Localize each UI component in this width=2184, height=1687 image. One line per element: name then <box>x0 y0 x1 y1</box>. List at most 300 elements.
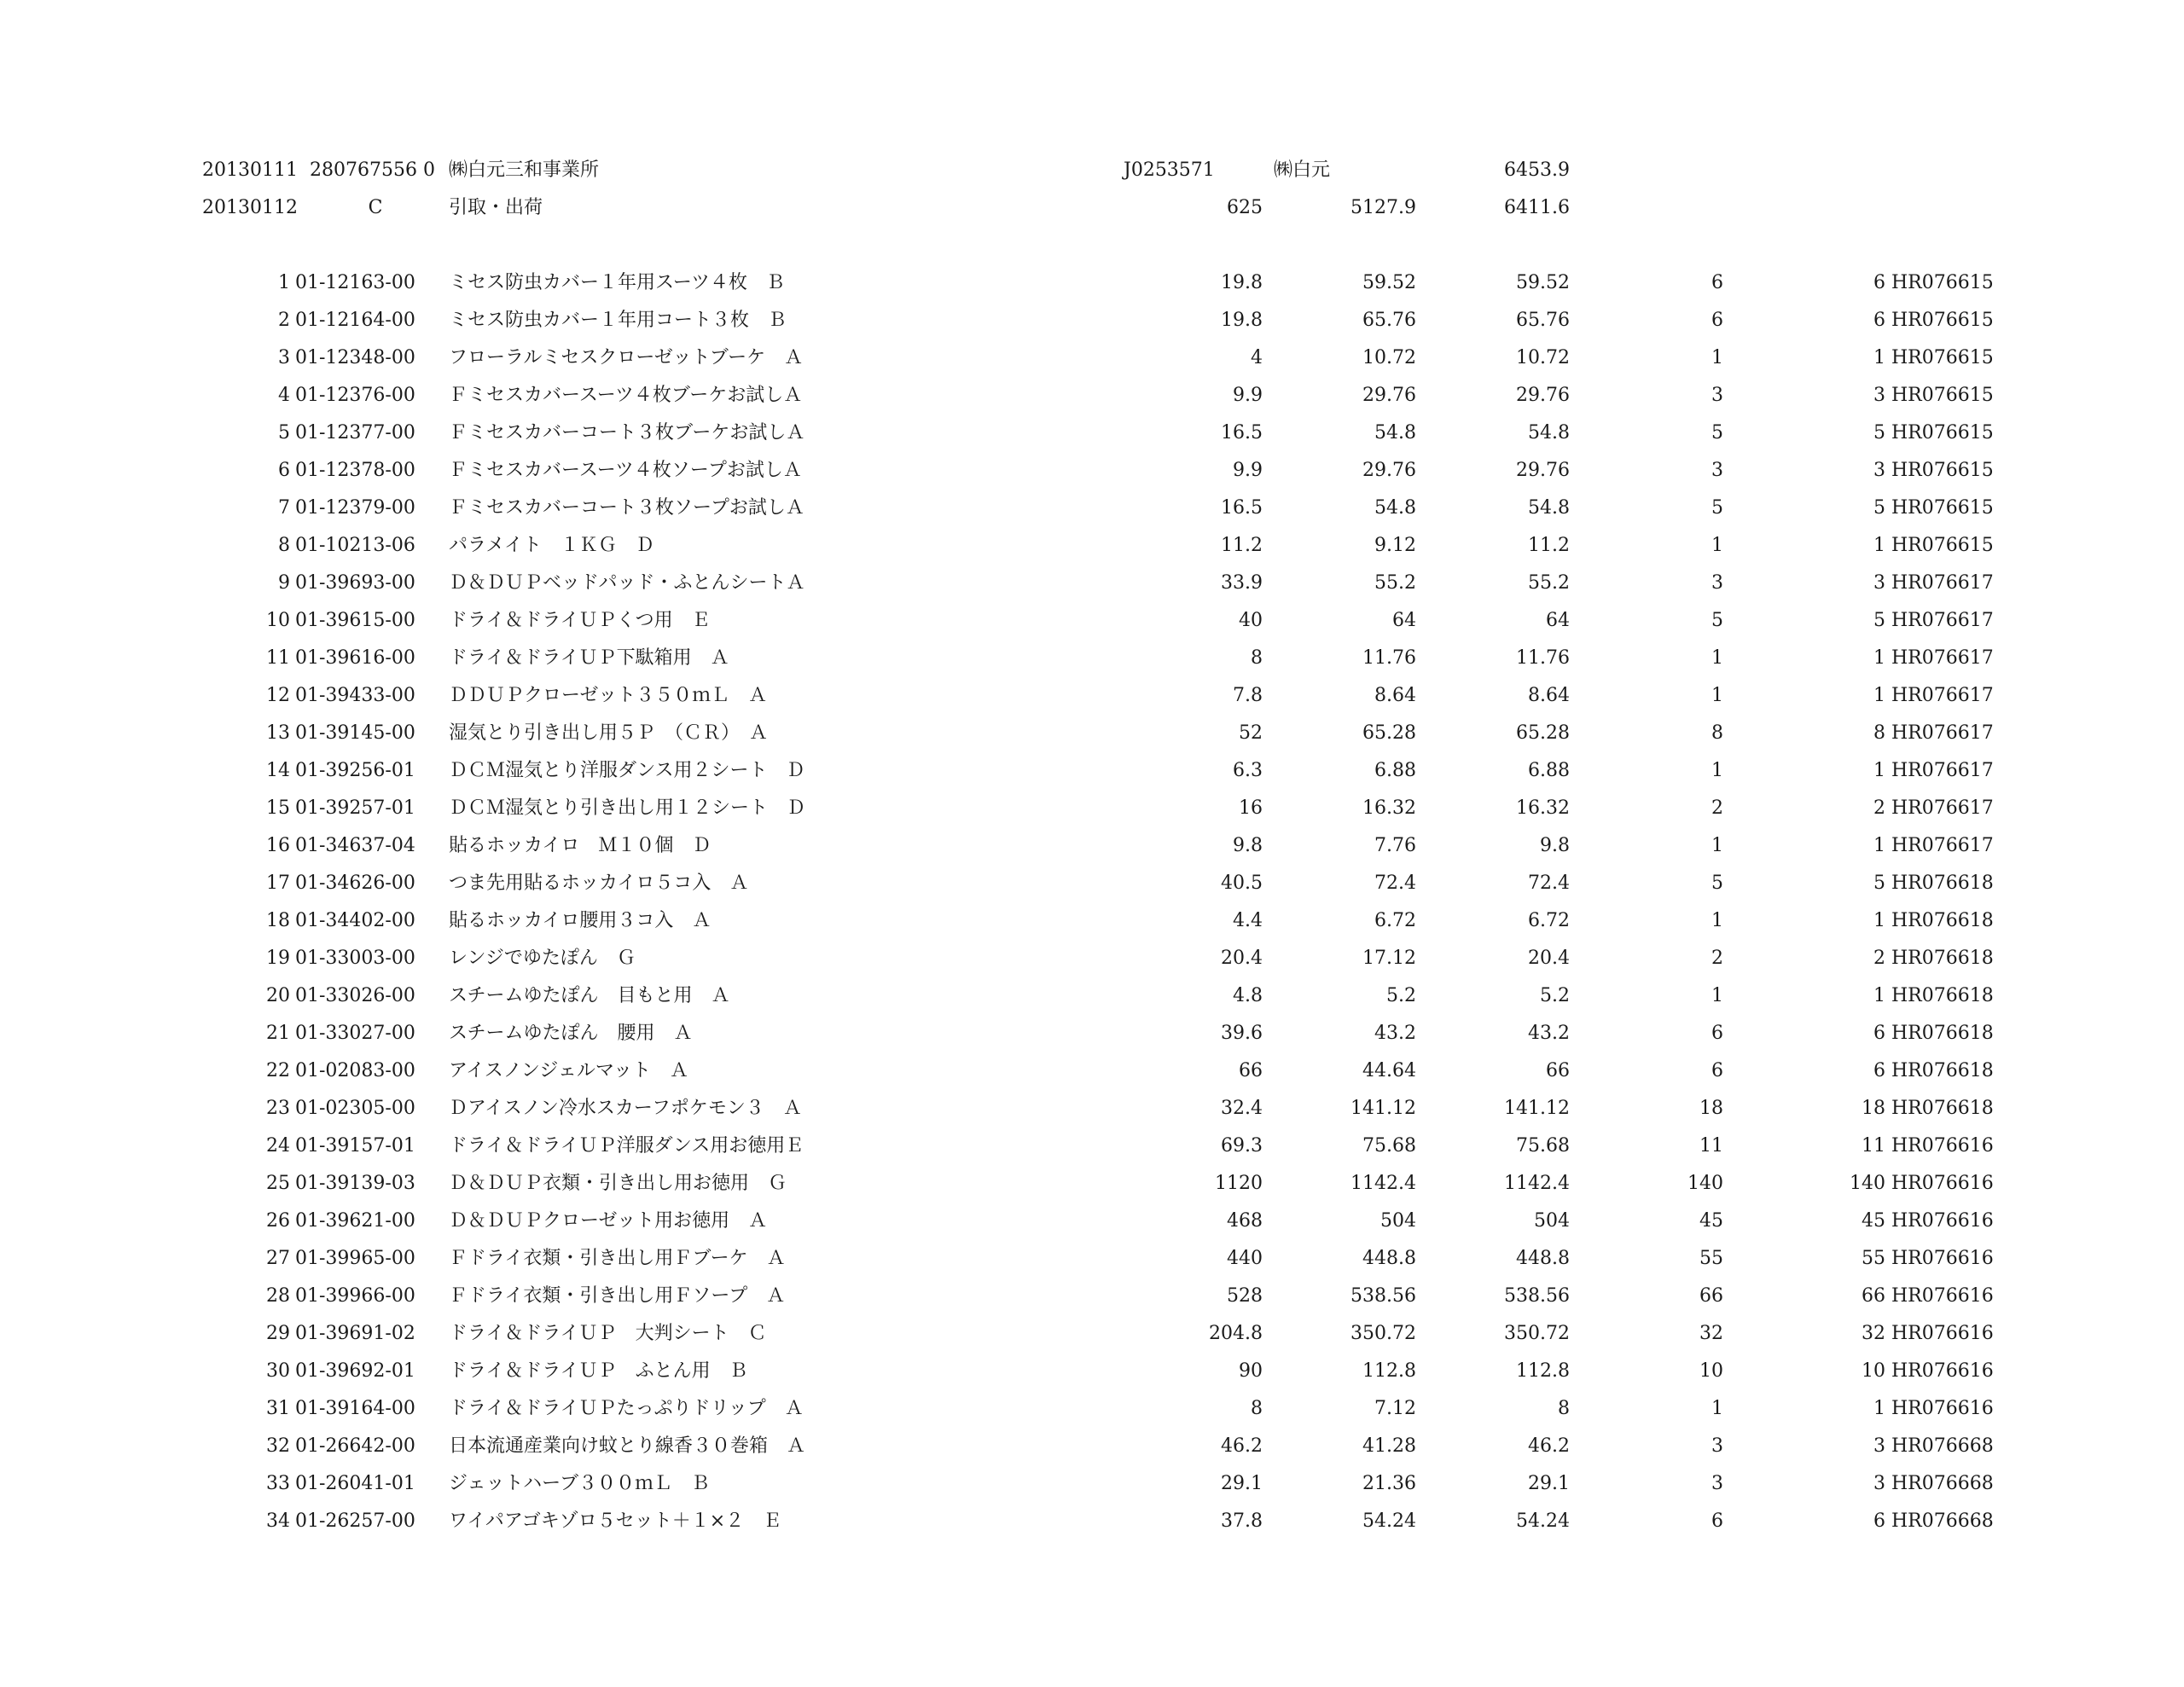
item-code: 01-12377-00 <box>295 422 415 443</box>
item-quantity-1: 1 <box>1711 685 1723 706</box>
item-name: Ｄ＆ＤＵＰベッドパッド・ふとんシートＡ <box>449 572 805 594</box>
item-quantity-2: 1 <box>1873 910 1885 931</box>
item-quantity-1: 3 <box>1711 1473 1723 1494</box>
item-quantity-2: 3 <box>1873 460 1885 481</box>
item-value-1: 4 <box>1251 347 1263 368</box>
item-value-1: 8 <box>1251 1398 1263 1419</box>
header-total: 6453.9 <box>1504 159 1570 181</box>
item-value-2: 16.32 <box>1362 797 1416 819</box>
item-value-2: 54.8 <box>1374 422 1416 443</box>
item-name: ドライ＆ドライＵＰ洋服ダンス用お徳用Ｅ <box>449 1135 804 1157</box>
row-number: 6 <box>278 460 290 481</box>
row-number: 9 <box>278 572 290 594</box>
item-value-1: 468 <box>1227 1210 1263 1232</box>
item-name: Ｄ＆ＤＵＰクローゼット用お徳用 Ａ <box>449 1210 768 1232</box>
table-row <box>0 1278 2184 1315</box>
table-row <box>0 1390 2184 1428</box>
item-name: Ｆミセスカバースーツ４枚ソープお試しＡ <box>449 460 802 481</box>
item-name: スチームゆたぽん 目もと用 Ａ <box>449 985 730 1006</box>
item-value-2: 75.68 <box>1362 1135 1416 1157</box>
row-number: 3 <box>278 347 290 368</box>
item-quantity-1: 5 <box>1711 497 1723 519</box>
item-reference: HR076616 <box>1891 1173 1994 1194</box>
header-row-1 <box>0 152 2184 189</box>
item-value-1: 19.8 <box>1221 272 1263 293</box>
row-number: 23 <box>266 1098 290 1119</box>
item-quantity-2: 10 <box>1862 1360 1885 1382</box>
table-row <box>0 752 2184 790</box>
item-value-1: 4.8 <box>1233 985 1263 1006</box>
header-type: 引取・出荷 <box>449 197 543 218</box>
item-value-3: 64 <box>1546 610 1570 631</box>
item-value-2: 5.2 <box>1386 985 1416 1006</box>
table-row <box>0 902 2184 940</box>
item-code: 01-10213-06 <box>295 535 415 556</box>
item-value-1: 528 <box>1227 1285 1263 1307</box>
item-value-3: 55.2 <box>1528 572 1570 594</box>
header-row-2 <box>0 189 2184 227</box>
item-name: ドライ＆ドライＵＰくつ用 Ｅ <box>449 610 711 631</box>
item-value-2: 448.8 <box>1362 1248 1416 1269</box>
item-value-2: 55.2 <box>1374 572 1416 594</box>
item-name: ドライ＆ドライＵＰたっぷりドリップ Ａ <box>449 1398 804 1419</box>
item-quantity-1: 5 <box>1711 872 1723 894</box>
item-value-3: 75.68 <box>1516 1135 1570 1157</box>
item-reference: HR076617 <box>1891 647 1994 669</box>
item-value-3: 65.76 <box>1516 310 1570 331</box>
row-number: 26 <box>266 1210 290 1232</box>
item-quantity-2: 11 <box>1862 1135 1885 1157</box>
item-quantity-2: 66 <box>1862 1285 1885 1307</box>
item-quantity-1: 1 <box>1711 760 1723 781</box>
item-reference: HR076615 <box>1891 272 1994 293</box>
row-number: 11 <box>266 647 290 669</box>
item-quantity-2: 1 <box>1873 685 1885 706</box>
item-value-3: 8.64 <box>1528 685 1570 706</box>
row-number: 12 <box>266 685 290 706</box>
item-reference: HR076617 <box>1891 572 1994 594</box>
item-value-3: 43.2 <box>1528 1023 1570 1044</box>
item-value-1: 9.8 <box>1233 835 1263 856</box>
item-reference: HR076616 <box>1891 1285 1994 1307</box>
item-reference: HR076618 <box>1891 1098 1994 1119</box>
header-value-b: 5127.9 <box>1350 197 1416 218</box>
item-quantity-1: 6 <box>1711 1060 1723 1081</box>
table-row <box>0 790 2184 827</box>
item-name: ＤＤＵＰクローゼット３５０ｍＬ Ａ <box>449 685 768 706</box>
item-value-2: 44.64 <box>1362 1060 1416 1081</box>
item-code: 01-39257-01 <box>295 797 415 819</box>
row-number: 17 <box>266 872 290 894</box>
item-quantity-2: 8 <box>1873 722 1885 744</box>
item-value-2: 29.76 <box>1362 385 1416 406</box>
table-row <box>0 1052 2184 1090</box>
item-value-1: 29.1 <box>1221 1473 1263 1494</box>
item-reference: HR076668 <box>1891 1510 1994 1532</box>
item-value-1: 9.9 <box>1233 385 1263 406</box>
table-row <box>0 977 2184 1015</box>
row-number: 31 <box>266 1398 290 1419</box>
item-reference: HR076616 <box>1891 1210 1994 1232</box>
item-name: アイスノンジェルマット Ａ <box>449 1060 689 1081</box>
item-reference: HR076616 <box>1891 1360 1994 1382</box>
table-row <box>0 1428 2184 1465</box>
item-value-2: 64 <box>1392 610 1416 631</box>
item-quantity-1: 55 <box>1699 1248 1723 1269</box>
item-value-3: 59.52 <box>1516 272 1570 293</box>
item-value-1: 39.6 <box>1221 1023 1263 1044</box>
item-value-3: 72.4 <box>1528 872 1570 894</box>
item-quantity-2: 1 <box>1873 347 1885 368</box>
item-value-3: 112.8 <box>1516 1360 1570 1382</box>
item-reference: HR076615 <box>1891 460 1994 481</box>
item-value-1: 33.9 <box>1221 572 1263 594</box>
item-quantity-1: 32 <box>1699 1323 1723 1344</box>
item-name: ミセス防虫カバー１年用スーツ４枚 Ｂ <box>449 272 786 293</box>
row-number: 4 <box>278 385 290 406</box>
item-value-1: 46.2 <box>1221 1435 1263 1457</box>
item-value-3: 54.8 <box>1528 422 1570 443</box>
row-number: 33 <box>266 1473 290 1494</box>
item-reference: HR076615 <box>1891 347 1994 368</box>
item-name: 日本流通産業向け蚊とり線香３０巻箱 Ａ <box>449 1435 806 1457</box>
item-reference: HR076617 <box>1891 760 1994 781</box>
item-code: 01-39616-00 <box>295 647 415 669</box>
item-value-3: 6.72 <box>1528 910 1570 931</box>
item-quantity-2: 1 <box>1873 985 1885 1006</box>
item-reference: HR076618 <box>1891 1023 1994 1044</box>
row-number: 21 <box>266 1023 290 1044</box>
item-value-1: 8 <box>1251 647 1263 669</box>
item-value-1: 16.5 <box>1221 497 1263 519</box>
item-name: レンジでゆたぽん Ｇ <box>449 948 636 969</box>
item-code: 01-12376-00 <box>295 385 415 406</box>
item-value-3: 16.32 <box>1516 797 1570 819</box>
item-name: 湿気とり引き出し用５Ｐ （ＣＲ） Ａ <box>449 722 769 744</box>
header-value-c: 6411.6 <box>1504 197 1570 218</box>
item-code: 01-39966-00 <box>295 1285 415 1307</box>
item-code: 01-12348-00 <box>295 347 415 368</box>
table-row <box>0 715 2184 752</box>
item-value-2: 65.76 <box>1362 310 1416 331</box>
row-number: 14 <box>266 760 290 781</box>
item-reference: HR076668 <box>1891 1435 1994 1457</box>
item-code: 01-39691-02 <box>295 1323 415 1344</box>
item-quantity-2: 32 <box>1862 1323 1885 1344</box>
item-name: Ｆドライ衣類・引き出し用Ｆブーケ Ａ <box>449 1248 786 1269</box>
item-quantity-2: 6 <box>1873 1023 1885 1044</box>
row-number: 8 <box>278 535 290 556</box>
item-value-3: 9.8 <box>1540 835 1570 856</box>
item-quantity-1: 1 <box>1711 910 1723 931</box>
item-quantity-1: 45 <box>1699 1210 1723 1232</box>
item-value-3: 29.76 <box>1516 385 1570 406</box>
item-value-1: 66 <box>1239 1060 1263 1081</box>
item-name: Ｄ＆ＤＵＰ衣類・引き出し用お徳用 Ｇ <box>449 1173 787 1194</box>
item-value-2: 9.12 <box>1374 535 1416 556</box>
item-value-3: 5.2 <box>1540 985 1570 1006</box>
row-number: 5 <box>278 422 290 443</box>
item-quantity-1: 8 <box>1711 722 1723 744</box>
row-number: 30 <box>266 1360 290 1382</box>
item-name: Ｆドライ衣類・引き出し用Ｆソープ Ａ <box>449 1285 786 1307</box>
item-value-3: 29.1 <box>1528 1473 1570 1494</box>
item-value-2: 54.24 <box>1362 1510 1416 1532</box>
item-quantity-2: 45 <box>1862 1210 1885 1232</box>
item-value-3: 504 <box>1534 1210 1570 1232</box>
table-row <box>0 377 2184 415</box>
item-name: つま先用貼るホッカイロ５コ入 Ａ <box>449 872 749 894</box>
item-value-2: 72.4 <box>1374 872 1416 894</box>
header-date-2: 20130112 <box>202 197 298 218</box>
row-number: 18 <box>266 910 290 931</box>
item-quantity-1: 1 <box>1711 535 1723 556</box>
item-quantity-1: 1 <box>1711 647 1723 669</box>
item-code: 01-33027-00 <box>295 1023 415 1044</box>
row-number: 24 <box>266 1135 290 1157</box>
item-reference: HR076616 <box>1891 1323 1994 1344</box>
item-quantity-1: 1 <box>1711 347 1723 368</box>
item-code: 01-12378-00 <box>295 460 415 481</box>
item-reference: HR076618 <box>1891 910 1994 931</box>
table-row <box>0 640 2184 677</box>
row-number: 20 <box>266 985 290 1006</box>
item-name: 貼るホッカイロ腰用３コ入 Ａ <box>449 910 712 931</box>
item-reference: HR076615 <box>1891 497 1994 519</box>
table-row <box>0 339 2184 377</box>
table-row <box>0 1503 2184 1540</box>
item-value-2: 41.28 <box>1362 1435 1416 1457</box>
item-quantity-2: 1 <box>1873 835 1885 856</box>
item-value-2: 7.12 <box>1374 1398 1416 1419</box>
item-value-2: 6.88 <box>1374 760 1416 781</box>
item-code: 01-39164-00 <box>295 1398 415 1419</box>
item-reference: HR076616 <box>1891 1135 1994 1157</box>
item-quantity-2: 3 <box>1873 1435 1885 1457</box>
table-row <box>0 264 2184 302</box>
item-quantity-2: 2 <box>1873 948 1885 969</box>
item-value-3: 10.72 <box>1516 347 1570 368</box>
item-quantity-1: 6 <box>1711 272 1723 293</box>
row-number: 32 <box>266 1435 290 1457</box>
item-quantity-1: 2 <box>1711 797 1723 819</box>
item-quantity-2: 5 <box>1873 497 1885 519</box>
item-value-3: 11.76 <box>1516 647 1570 669</box>
item-quantity-1: 6 <box>1711 1023 1723 1044</box>
table-row <box>0 1353 2184 1390</box>
item-value-2: 7.76 <box>1374 835 1416 856</box>
item-reference: HR076617 <box>1891 797 1994 819</box>
item-quantity-1: 10 <box>1699 1360 1723 1382</box>
item-quantity-1: 6 <box>1711 310 1723 331</box>
row-number: 34 <box>266 1510 290 1532</box>
item-value-1: 40 <box>1239 610 1263 631</box>
item-code: 01-33026-00 <box>295 985 415 1006</box>
item-name: スチームゆたぽん 腰用 Ａ <box>449 1023 693 1044</box>
item-name: ＤＣＭ湿気とり洋服ダンス用２シート Ｄ <box>449 760 805 781</box>
row-number: 27 <box>266 1248 290 1269</box>
item-value-1: 16.5 <box>1221 422 1263 443</box>
item-quantity-2: 6 <box>1873 1510 1885 1532</box>
item-value-2: 29.76 <box>1362 460 1416 481</box>
row-number: 19 <box>266 948 290 969</box>
table-row <box>0 940 2184 977</box>
item-quantity-1: 2 <box>1711 948 1723 969</box>
item-name: パラメイト １ＫＧ Ｄ <box>449 535 654 556</box>
item-reference: HR076616 <box>1891 1248 1994 1269</box>
item-name: ジェットハーブ３００ｍＬ Ｂ <box>449 1473 711 1494</box>
item-reference: HR076616 <box>1891 1398 1994 1419</box>
row-number: 1 <box>278 272 290 293</box>
item-code: 01-26257-00 <box>295 1510 415 1532</box>
item-value-3: 350.72 <box>1504 1323 1570 1344</box>
item-code: 01-34637-04 <box>295 835 415 856</box>
item-value-1: 32.4 <box>1221 1098 1263 1119</box>
item-value-2: 538.56 <box>1350 1285 1416 1307</box>
item-value-3: 6.88 <box>1528 760 1570 781</box>
item-quantity-1: 5 <box>1711 610 1723 631</box>
item-quantity-2: 3 <box>1873 572 1885 594</box>
item-value-3: 8 <box>1558 1398 1570 1419</box>
item-code: 01-02305-00 <box>295 1098 415 1119</box>
item-value-2: 504 <box>1380 1210 1416 1232</box>
item-value-1: 440 <box>1227 1248 1263 1269</box>
item-quantity-2: 5 <box>1873 610 1885 631</box>
table-row <box>0 1128 2184 1165</box>
item-value-3: 538.56 <box>1504 1285 1570 1307</box>
item-code: 01-34402-00 <box>295 910 415 931</box>
item-code: 01-39433-00 <box>295 685 415 706</box>
item-value-3: 65.28 <box>1516 722 1570 744</box>
item-value-3: 46.2 <box>1528 1435 1570 1457</box>
item-reference: HR076618 <box>1891 872 1994 894</box>
header-code: J0253571 <box>1124 159 1215 181</box>
table-row <box>0 1240 2184 1278</box>
item-name: ドライ＆ドライＵＰ下駄箱用 Ａ <box>449 647 729 669</box>
table-row <box>0 1015 2184 1052</box>
header-class: C <box>368 197 383 218</box>
item-value-2: 21.36 <box>1362 1473 1416 1494</box>
item-quantity-1: 5 <box>1711 422 1723 443</box>
item-quantity-2: 1 <box>1873 535 1885 556</box>
item-reference: HR076617 <box>1891 685 1994 706</box>
item-value-1: 40.5 <box>1221 872 1263 894</box>
table-row <box>0 602 2184 640</box>
item-reference: HR076615 <box>1891 535 1994 556</box>
header-number: 280767556 0 <box>310 159 435 181</box>
item-code: 01-39965-00 <box>295 1248 415 1269</box>
item-value-2: 43.2 <box>1374 1023 1416 1044</box>
table-row <box>0 865 2184 902</box>
item-value-1: 69.3 <box>1221 1135 1263 1157</box>
header-date: 20130111 <box>202 159 298 181</box>
item-quantity-2: 5 <box>1873 422 1885 443</box>
item-value-1: 20.4 <box>1221 948 1263 969</box>
item-quantity-2: 1 <box>1873 760 1885 781</box>
item-quantity-1: 1 <box>1711 835 1723 856</box>
item-name: Ｆミセスカバーコート３枚ソープお試しＡ <box>449 497 804 519</box>
row-number: 7 <box>278 497 290 519</box>
row-number: 13 <box>266 722 290 744</box>
item-quantity-2: 55 <box>1862 1248 1885 1269</box>
item-quantity-2: 1 <box>1873 1398 1885 1419</box>
item-quantity-1: 3 <box>1711 572 1723 594</box>
item-code: 01-39145-00 <box>295 722 415 744</box>
item-value-2: 65.28 <box>1362 722 1416 744</box>
item-quantity-1: 1 <box>1711 1398 1723 1419</box>
item-value-3: 20.4 <box>1528 948 1570 969</box>
item-value-2: 6.72 <box>1374 910 1416 931</box>
item-reference: HR076617 <box>1891 722 1994 744</box>
header-company: ㈱白元三和事業所 <box>449 159 600 181</box>
row-number: 29 <box>266 1323 290 1344</box>
item-name: ミセス防虫カバー１年用コート３枚 Ｂ <box>449 310 787 331</box>
item-quantity-2: 6 <box>1873 272 1885 293</box>
table-row <box>0 1315 2184 1353</box>
table-row <box>0 1165 2184 1203</box>
item-value-3: 29.76 <box>1516 460 1570 481</box>
item-code: 01-39692-01 <box>295 1360 415 1382</box>
item-quantity-2: 3 <box>1873 1473 1885 1494</box>
table-row <box>0 677 2184 715</box>
table-row <box>0 452 2184 490</box>
item-value-2: 112.8 <box>1362 1360 1416 1382</box>
item-quantity-1: 140 <box>1687 1173 1723 1194</box>
item-reference: HR076618 <box>1891 1060 1994 1081</box>
item-value-2: 17.12 <box>1362 948 1416 969</box>
item-name: ワイパアゴキゾロ５セット＋１×２ Ｅ <box>449 1510 782 1532</box>
item-value-3: 54.24 <box>1516 1510 1570 1532</box>
item-code: 01-39615-00 <box>295 610 415 631</box>
item-reference: HR076668 <box>1891 1473 1994 1494</box>
item-code: 01-26642-00 <box>295 1435 415 1457</box>
item-value-1: 11.2 <box>1221 535 1263 556</box>
table-row <box>0 490 2184 527</box>
row-number: 25 <box>266 1173 290 1194</box>
item-name: ドライ＆ドライＵＰ ふとん用 Ｂ <box>449 1360 748 1382</box>
item-name: Ｆミセスカバースーツ４枚ブーケお試しＡ <box>449 385 803 406</box>
item-reference: HR076618 <box>1891 985 1994 1006</box>
item-value-1: 52 <box>1239 722 1263 744</box>
item-value-3: 1142.4 <box>1504 1173 1570 1194</box>
item-reference: HR076617 <box>1891 610 1994 631</box>
header-value-a: 625 <box>1227 197 1263 218</box>
item-quantity-1: 18 <box>1699 1098 1723 1119</box>
item-value-2: 1142.4 <box>1350 1173 1416 1194</box>
item-quantity-1: 3 <box>1711 385 1723 406</box>
item-value-1: 16 <box>1239 797 1263 819</box>
item-name: 貼るホッカイロ Ｍ１０個 Ｄ <box>449 835 712 856</box>
item-reference: HR076615 <box>1891 385 1994 406</box>
item-code: 01-12163-00 <box>295 272 415 293</box>
row-number: 2 <box>278 310 290 331</box>
item-value-3: 54.8 <box>1528 497 1570 519</box>
item-value-1: 37.8 <box>1221 1510 1263 1532</box>
table-row <box>0 302 2184 339</box>
item-code: 01-39256-01 <box>295 760 415 781</box>
item-code: 01-12164-00 <box>295 310 415 331</box>
item-code: 01-39693-00 <box>295 572 415 594</box>
item-code: 01-26041-01 <box>295 1473 415 1494</box>
item-value-1: 90 <box>1239 1360 1263 1382</box>
row-number: 10 <box>266 610 290 631</box>
table-row <box>0 827 2184 865</box>
item-value-3: 448.8 <box>1516 1248 1570 1269</box>
item-name: ドライ＆ドライＵＰ 大判シート Ｃ <box>449 1323 767 1344</box>
table-row <box>0 415 2184 452</box>
item-code: 01-39157-01 <box>295 1135 415 1157</box>
item-code: 01-34626-00 <box>295 872 415 894</box>
